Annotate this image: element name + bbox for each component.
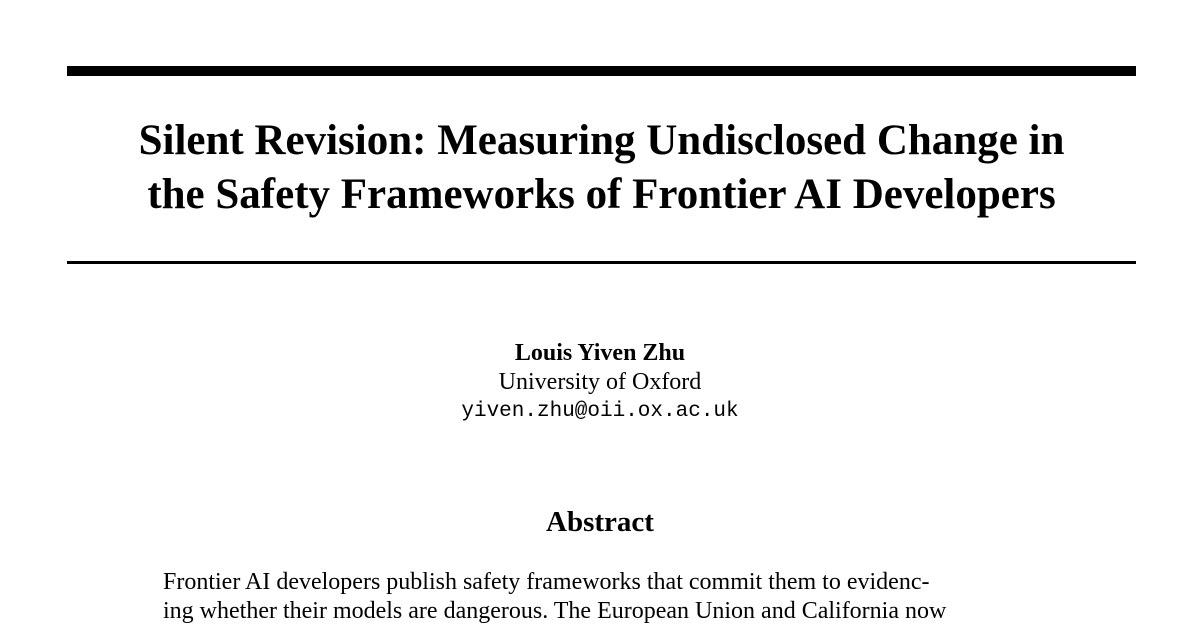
author-affiliation: University of Oxford — [498, 369, 702, 395]
author-block — [300, 338, 900, 427]
author-name: Louis Yiven Zhu — [514, 340, 686, 366]
paper-title — [67, 114, 1136, 222]
title-top-rule — [67, 66, 1136, 76]
paper-title-line: Silent Revision: Measuring Undisclosed Change in — [138, 117, 1065, 164]
title-bottom-rule — [67, 261, 1136, 264]
abstract-heading: Abstract — [546, 506, 654, 538]
abstract-line: ing whether their models are dangerous. The European Union and California now — [163, 598, 947, 624]
abstract-body — [163, 568, 1039, 626]
abstract-line: Frontier AI developers publish safety frameworks that commit them to evidenc- — [163, 569, 930, 595]
author-email: yiven.zhu@oii.ox.ac.uk — [461, 400, 739, 423]
paper-title-line: the Safety Frameworks of Frontier AI Developers — [147, 171, 1056, 218]
